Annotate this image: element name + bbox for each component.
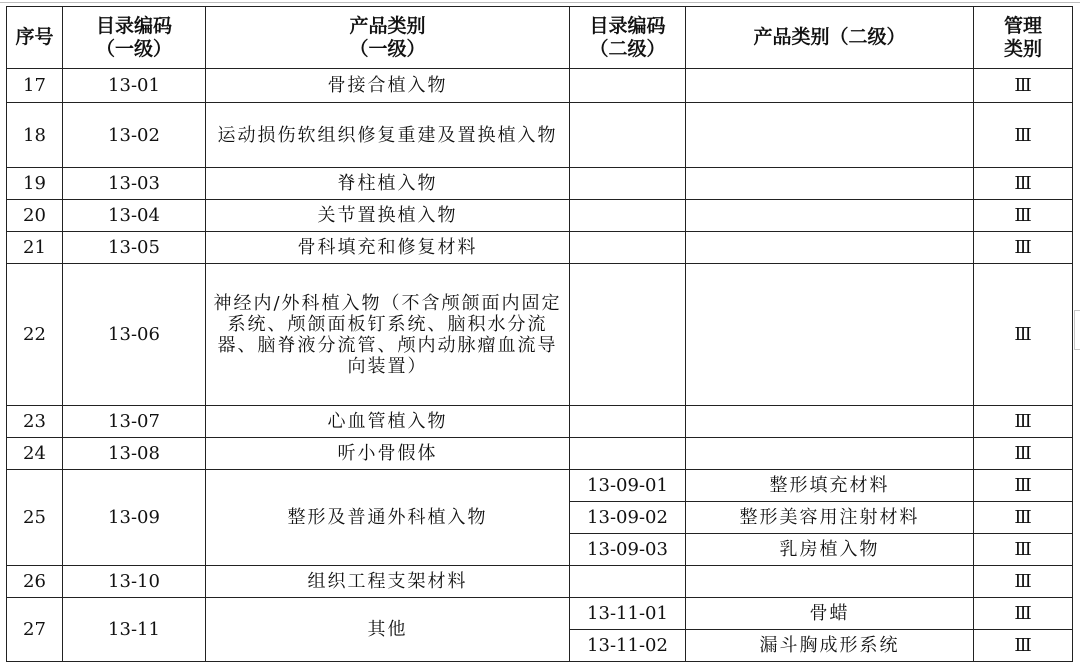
cell-category-level1: 运动损伤软组织修复重建及置换植入物 (206, 103, 570, 168)
cell-code-level2 (570, 69, 686, 103)
cell-code-level2 (570, 200, 686, 232)
cell-category-level2: 乳房植入物 (686, 534, 974, 566)
cell-code-level2 (570, 438, 686, 470)
table-row (7, 232, 1073, 264)
cell-management-class: Ⅲ (974, 438, 1073, 470)
cell-management-class: Ⅲ (974, 630, 1073, 662)
cell-category-level1: 听小骨假体 (206, 438, 570, 470)
cell-category-level2 (686, 103, 974, 168)
table-row (7, 566, 1073, 598)
table-header (7, 7, 1073, 69)
cell-seq: 27 (7, 598, 63, 662)
table-row (7, 598, 1073, 630)
cell-code-level2 (570, 232, 686, 264)
cell-category-level2 (686, 566, 974, 598)
table-row (7, 264, 1073, 406)
table-body (7, 69, 1073, 662)
cell-category-level2: 骨蜡 (686, 598, 974, 630)
header-category-level1: 产品类别 （一级） (206, 7, 570, 69)
cell-seq: 25 (7, 470, 63, 566)
cell-management-class: Ⅲ (974, 502, 1073, 534)
cell-code-level1: 13-06 (63, 264, 206, 406)
cell-management-class: Ⅲ (974, 598, 1073, 630)
cell-category-level1: 其他 (206, 598, 570, 662)
cell-category-level2 (686, 264, 974, 406)
cell-seq: 18 (7, 103, 63, 168)
cell-category-level2 (686, 200, 974, 232)
cell-management-class: Ⅲ (974, 264, 1073, 406)
cell-management-class: Ⅲ (974, 566, 1073, 598)
cell-category-level2 (686, 232, 974, 264)
cell-category-level1: 整形及普通外科植入物 (206, 470, 570, 566)
cell-seq: 24 (7, 438, 63, 470)
cell-category-level2: 漏斗胸成形系统 (686, 630, 974, 662)
cell-management-class: Ⅲ (974, 200, 1073, 232)
cell-code-level1: 13-01 (63, 69, 206, 103)
cell-category-level1: 心血管植入物 (206, 406, 570, 438)
header-code-level1: 目录编码 （一级） (63, 7, 206, 69)
cell-code-level2: 13-09-03 (570, 534, 686, 566)
cell-category-level2 (686, 406, 974, 438)
table-row (7, 69, 1073, 103)
page-edge-mark (1074, 310, 1080, 350)
table-row (7, 200, 1073, 232)
cell-code-level1: 13-05 (63, 232, 206, 264)
cell-category-level2 (686, 69, 974, 103)
cell-code-level1: 13-04 (63, 200, 206, 232)
cell-code-level1: 13-11 (63, 598, 206, 662)
cell-seq: 19 (7, 168, 63, 200)
cell-management-class: Ⅲ (974, 103, 1073, 168)
cell-category-level2: 整形美容用注射材料 (686, 502, 974, 534)
cell-code-level2 (570, 566, 686, 598)
cell-seq: 26 (7, 566, 63, 598)
cell-code-level1: 13-02 (63, 103, 206, 168)
cell-code-level1: 13-09 (63, 470, 206, 566)
cell-category-level2: 整形填充材料 (686, 470, 974, 502)
cell-seq: 17 (7, 69, 63, 103)
cell-category-level1: 骨接合植入物 (206, 69, 570, 103)
cell-code-level1: 13-10 (63, 566, 206, 598)
cell-seq: 21 (7, 232, 63, 264)
cell-seq: 23 (7, 406, 63, 438)
cell-code-level2 (570, 168, 686, 200)
cell-category-level1: 关节置换植入物 (206, 200, 570, 232)
header-code-level2: 目录编码 （二级） (570, 7, 686, 69)
cell-management-class: Ⅲ (974, 406, 1073, 438)
cell-code-level2: 13-09-01 (570, 470, 686, 502)
cell-category-level1: 骨科填充和修复材料 (206, 232, 570, 264)
cell-code-level2: 13-11-02 (570, 630, 686, 662)
cell-code-level2 (570, 406, 686, 438)
table-row (7, 168, 1073, 200)
cell-category-level2 (686, 168, 974, 200)
cell-management-class: Ⅲ (974, 470, 1073, 502)
cell-code-level2 (570, 264, 686, 406)
cell-management-class: Ⅲ (974, 232, 1073, 264)
cell-category-level1: 神经内/外科植入物（不含颅颌面内固定系统、颅颌面板钉系统、脑积水分流器、脑脊液分流管、颅内动脉瘤血流导向装置） (206, 264, 570, 406)
cell-category-level1: 脊柱植入物 (206, 168, 570, 200)
top-border-line (0, 2, 1080, 3)
header-row (7, 7, 1073, 69)
cell-code-level1: 13-03 (63, 168, 206, 200)
cell-code-level1: 13-08 (63, 438, 206, 470)
cell-code-level2: 13-09-02 (570, 502, 686, 534)
cell-seq: 20 (7, 200, 63, 232)
cell-code-level2 (570, 103, 686, 168)
header-seq: 序号 (7, 7, 63, 69)
cell-code-level1: 13-07 (63, 406, 206, 438)
cell-category-level2 (686, 438, 974, 470)
cell-category-level1: 组织工程支架材料 (206, 566, 570, 598)
table-row (7, 470, 1073, 502)
cell-seq: 22 (7, 264, 63, 406)
device-catalog-table (6, 6, 1073, 662)
cell-code-level2: 13-11-01 (570, 598, 686, 630)
cell-management-class: Ⅲ (974, 534, 1073, 566)
table-row (7, 438, 1073, 470)
header-management-class: 管理 类别 (974, 7, 1073, 69)
table-row (7, 103, 1073, 168)
cell-management-class: Ⅲ (974, 69, 1073, 103)
header-category-level2: 产品类别（二级） (686, 7, 974, 69)
table-row (7, 406, 1073, 438)
cell-management-class: Ⅲ (974, 168, 1073, 200)
